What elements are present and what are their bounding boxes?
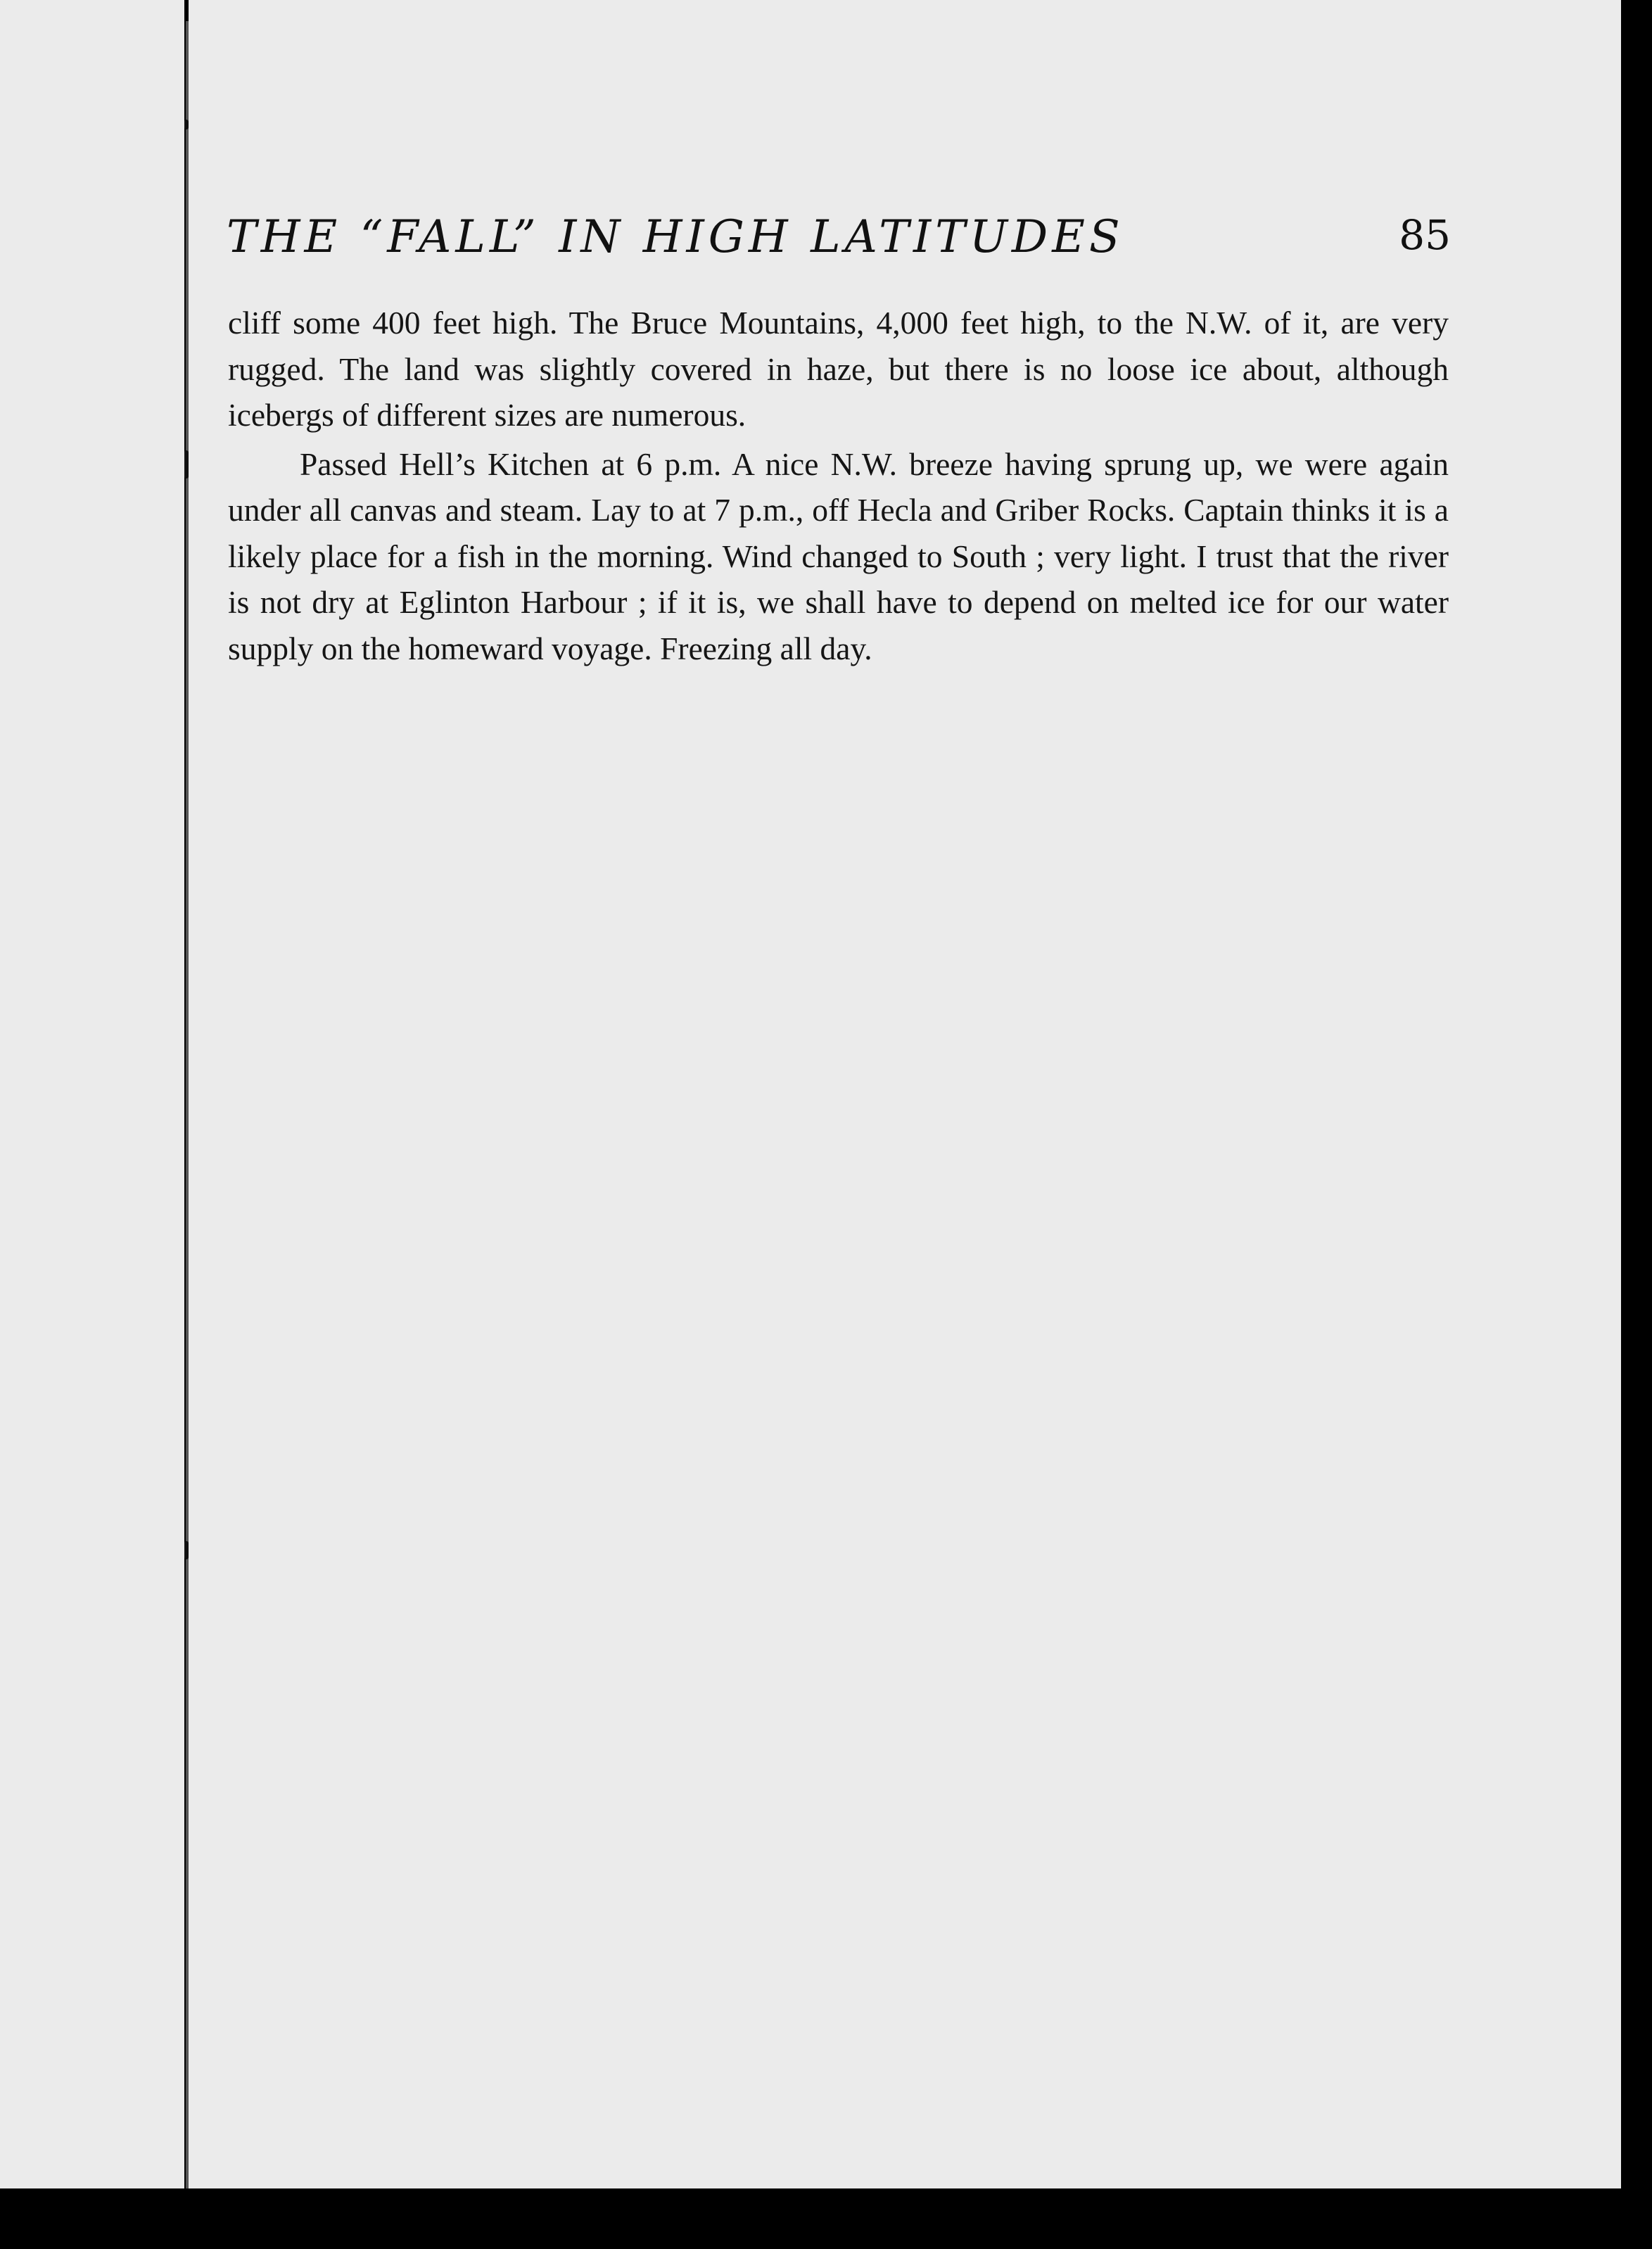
paragraph: cliff some 400 feet high. The Bruce Mountains, 4,000 feet high, to the N.W. of it, are very rugged. The land was slightly covered in haze, but there is no loose ice about, although icebergs of different sizes are numerous. xyxy=(228,305,1449,433)
facing-page-edge xyxy=(0,0,184,2188)
page-number: 85 xyxy=(1399,211,1451,259)
body-text xyxy=(228,300,1449,671)
running-head xyxy=(227,211,1451,274)
paragraph: Passed Hell’s Kitchen at 6 p.m. A nice N.W. breeze having sprung up, we were again under all canvas and steam. Lay to at 7 p.m., off Hecla and Griber Rocks. Captain thinks it is a likely place for a fish in the morning. Wind changed to South ; very light. I trust that the river is not dry at Eglinton Harbour ; if it is, we shall have to depend on melted ice for our water supply on the homeward voyage. Freezing all day. xyxy=(228,445,1449,666)
scan-border-bottom xyxy=(0,2188,1652,2249)
running-title: THE “FALL” IN HIGH LATITUDES xyxy=(227,211,1124,263)
scan-border-right xyxy=(1621,0,1652,2249)
